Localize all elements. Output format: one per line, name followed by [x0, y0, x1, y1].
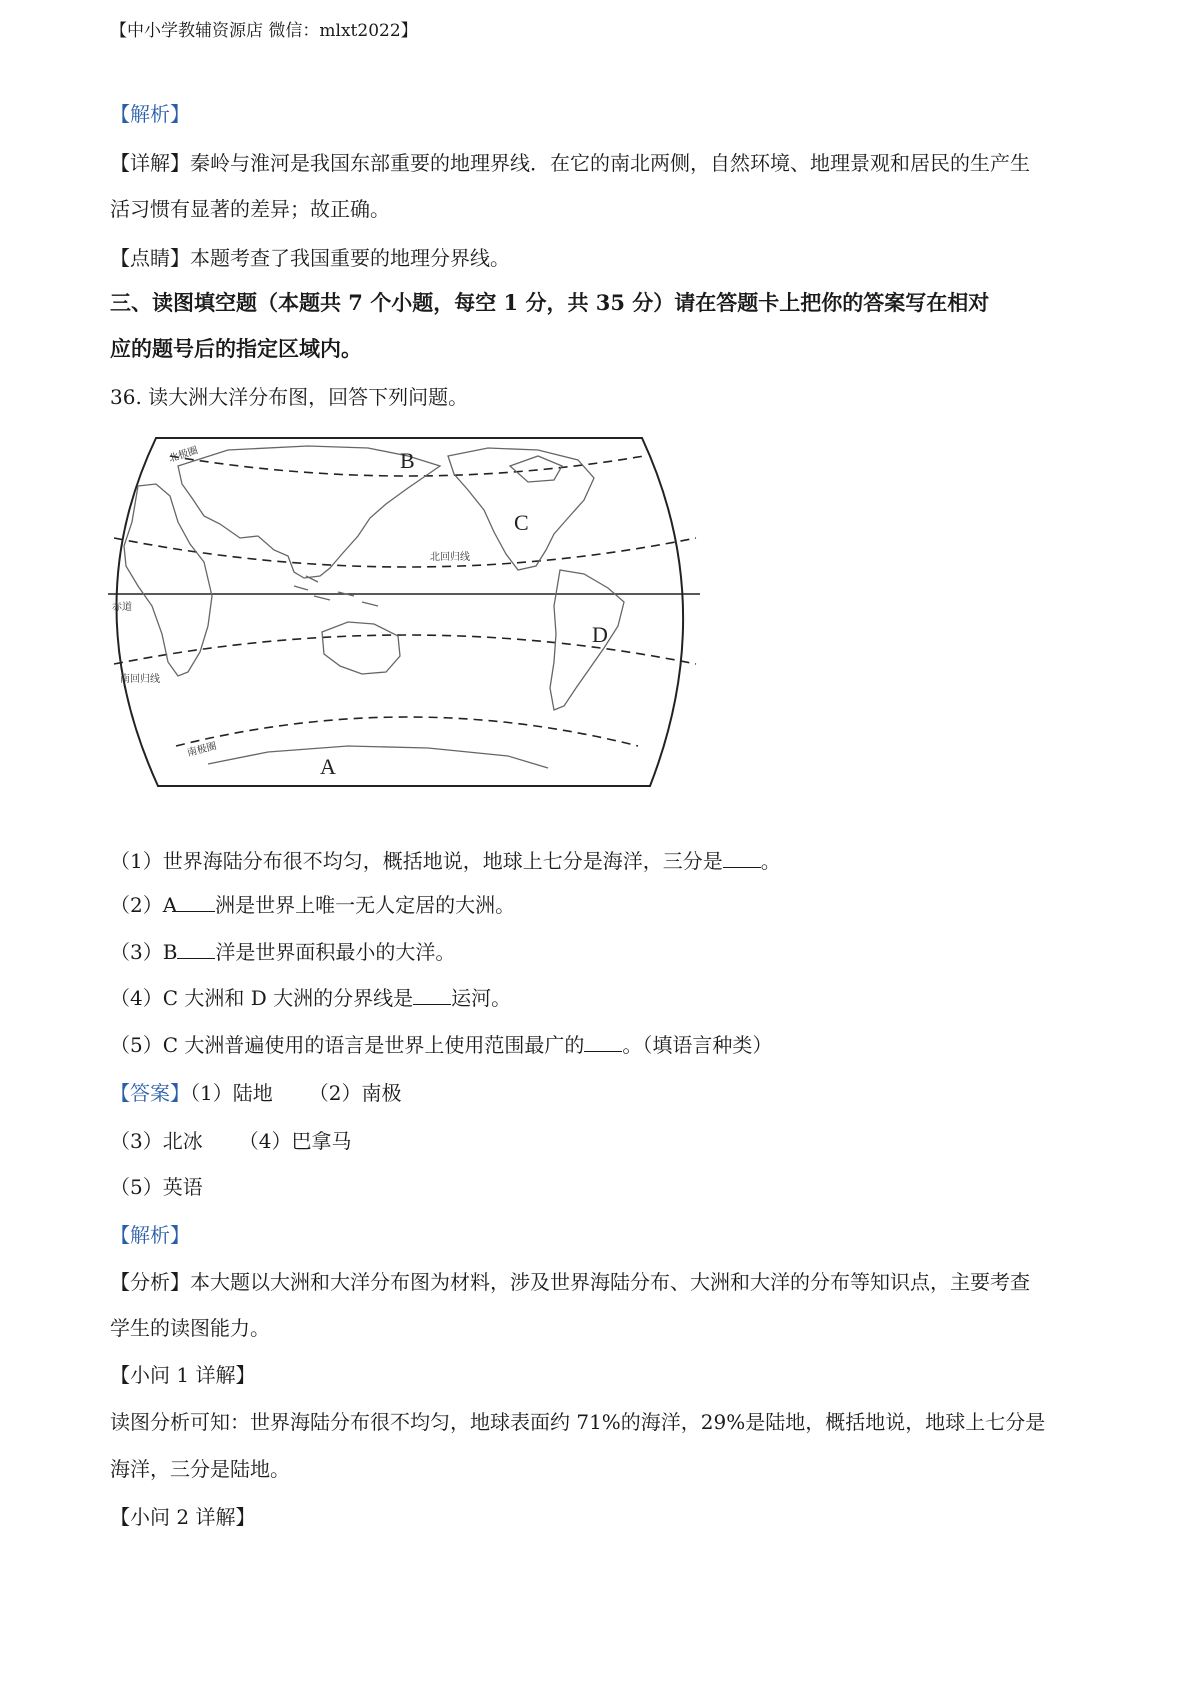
- blank-4: [413, 986, 451, 1005]
- analysis-text-line-1: 【分析】本大题以大洲和大洋分布图为材料，涉及世界海陆分布、大洲和大洋的分布等知识点，主要考查: [110, 1270, 1030, 1294]
- answer-line-1: 【答案】（1）陆地 （2）南极: [110, 1081, 402, 1105]
- label-B: B: [400, 448, 415, 473]
- subquestion-1-detail-title: 【小问 1 详解】: [110, 1363, 256, 1387]
- world-map-figure: [108, 426, 700, 798]
- blank-1: [723, 849, 761, 868]
- label-D: D: [592, 622, 608, 647]
- section-title-line-2: 应的题号后的指定区域内。: [110, 336, 362, 361]
- antarctic-circle-line: [176, 717, 638, 746]
- tropic-cancer-line: [114, 538, 696, 567]
- map-frame: [116, 438, 683, 786]
- subquestion-2: （2）A 洲是世界上唯一无人定居的大洲。: [110, 893, 516, 917]
- blank-3: [177, 940, 215, 959]
- subquestion-4: （4）C 大洲和 D 大洲的分界线是 运河。: [110, 986, 512, 1010]
- europe-africa-outline: [124, 484, 212, 676]
- indonesia-islands: [294, 576, 378, 606]
- detail-text-line-1: 【详解】秦岭与淮河是我国东部重要的地理界线．在它的南北两侧，自然环境、地理景观和居民的生产生: [110, 151, 1030, 175]
- label-antarctic-circle: 南极圈: [186, 740, 218, 759]
- label-arctic-circle: 北极圈: [167, 445, 200, 465]
- label-equator: 赤道: [112, 602, 132, 613]
- subquestion-1: （1）世界海陆分布很不均匀，概括地说，地球上七分是海洋，三分是 。: [110, 849, 781, 873]
- label-A: A: [320, 754, 336, 779]
- key-point-text: 【点睛】本题考查了我国重要的地理分界线。: [110, 246, 510, 270]
- answer-line-3: （5）英语: [110, 1175, 203, 1199]
- subquestion-1-detail-line-1: 读图分析可知：世界海陆分布很不均匀，地球表面约 71%的海洋，29%是陆地，概括地说，地球上七分是: [110, 1410, 1046, 1434]
- label-tropic-capricorn: 南回归线: [120, 674, 160, 685]
- label-C: C: [514, 510, 529, 535]
- analysis-text-line-2: 学生的读图能力。: [110, 1316, 270, 1340]
- continent-outlines: [124, 446, 624, 768]
- subquestion-3: （3）B 洋是世界面积最小的大洋。: [110, 940, 456, 964]
- question-stem: 36. 读大洲大洋分布图，回答下列问题。: [110, 385, 469, 409]
- section-title-line-1: 三、读图填空题（本题共 7 个小题，每空 1 分，共 35 分）请在答题卡上把你的答案写在相对: [110, 290, 990, 315]
- greenland-outline: [510, 456, 562, 482]
- answer-line-2: （3）北冰 （4）巴拿马: [110, 1129, 352, 1153]
- australia-outline: [322, 622, 400, 674]
- blank-5: [584, 1033, 622, 1052]
- analysis-heading-prev: 【解析】: [110, 102, 190, 126]
- subquestion-2-detail-title: 【小问 2 详解】: [110, 1505, 256, 1529]
- analysis-heading: 【解析】: [110, 1223, 190, 1247]
- subquestion-5: （5）C 大洲普遍使用的语言是世界上使用范围最广的 。（填语言种类）: [110, 1033, 773, 1057]
- antarctica-outline: [208, 746, 548, 768]
- answer-label: 【答案】: [110, 1081, 190, 1105]
- label-tropic-cancer: 北回归线: [430, 552, 470, 563]
- subquestion-1-detail-line-2: 海洋，三分是陆地。: [110, 1457, 290, 1481]
- detail-text-line-2: 活习惯有显著的差异；故正确。: [110, 197, 390, 221]
- south-america-outline: [550, 570, 624, 710]
- watermark: 【中小学教辅资源店 微信：mlxt2022】: [110, 21, 418, 41]
- blank-2: [177, 893, 215, 912]
